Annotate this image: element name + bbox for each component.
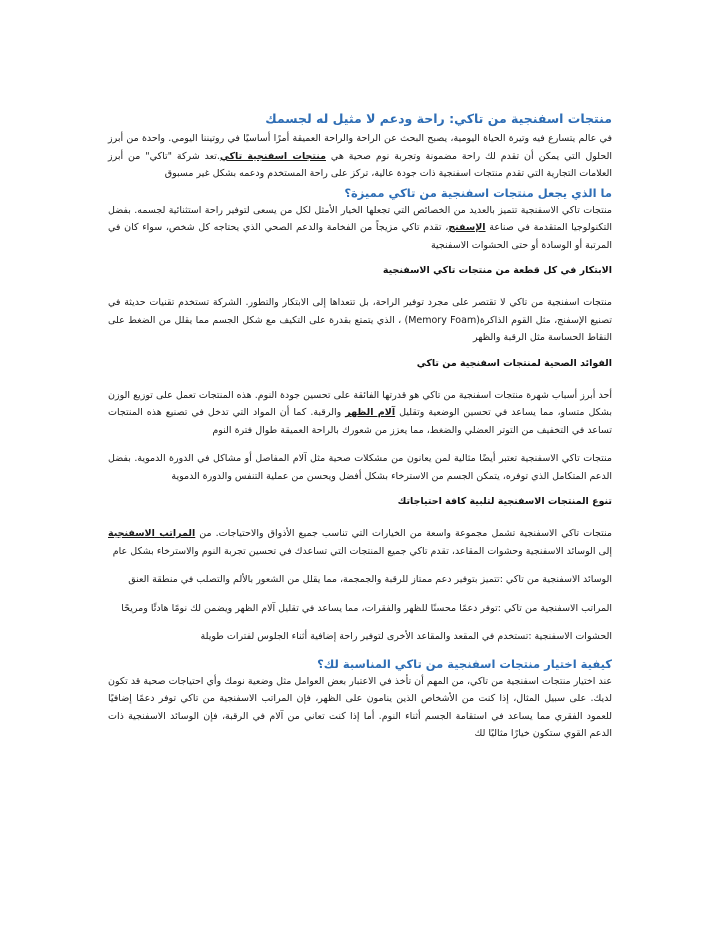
section3-heading: الفوائد الصحية لمنتجات اسفنجية من تاكي: [416, 357, 612, 369]
page-title: منتجات اسفنجية من تاكي: راحة ودعم لا مثيل له لجسمك: [265, 111, 612, 126]
section4-link[interactable]: المراتب الاسفنجية: [108, 528, 196, 539]
section1-text-start: منتجات تاكي الاسفنجية تتميز بالعديد من الخصائص التي تجعلها الخيار الأمثل لكل من يسعى لتوفير راحة استثنائية لجسمه. بفضل التكنولوجيا المتقدمة في صناعة: [108, 204, 613, 233]
section4-heading: تنوع المنتجات الاسفنجية لتلبية كافة احتياجاتك: [397, 496, 612, 507]
list-item-mattresses: المراتب الاسفنجية من تاكي :توفر دعمًا محسنًا للظهر والفقرات، مما يساعد في تقليل آلام الظهر ويضمن لك نومًا هادئًا ومريحًا: [121, 602, 612, 614]
section1-text-end: ، تقدم تاكي مزيجاً من الفخامة والدعم الصحي الذي يحتاجه كل شخص، سواء كان في المرتبة أو الوسادة أو حتى الحشوات الاسفنجية: [108, 222, 612, 251]
intro-text-end: .تعد شركة "تاكي" من أبرز العلامات التجارية التي تقدم منتجات اسفنجية ذات جودة عالية، تركز على راحة المستخدم ودعمه بشكل غير مسبوق: [108, 150, 612, 179]
section2-heading: الابتكار في كل قطعة من منتجات تاكي الاسفنجية: [382, 265, 612, 276]
list-item-pillows: الوسائد الاسفنجية من تاكي :تتميز بتوفير دعم ممتاز للرقبة والجمجمة، مما يقلل من الشعور بالألم والتصلب في منطقة العنق: [128, 574, 612, 585]
section3-link[interactable]: آلام الظهر: [345, 407, 396, 418]
section5-heading: كيفية اختيار منتجات اسفنجية من تاكي المناسبة لك؟: [317, 656, 612, 671]
intro-link[interactable]: منتجات اسفنجية تاكي: [219, 150, 326, 162]
section1-heading: ما الذي يجعل منتجات اسفنجية من تاكي مميزة؟: [344, 185, 612, 200]
section1-link[interactable]: الإسفنج: [448, 222, 486, 233]
section1-paragraph: [108, 202, 612, 255]
section4-text-start: منتجات تاكي الاسفنجية تشمل مجموعة واسعة من الخيارات التي تناسب جميع الأذواق والاحتياجات. من: [195, 528, 612, 539]
list-item-padding: الحشوات الاسفنجية :تستخدم في المقعد والمقاعد الأخرى لتوفير راحة إضافية أثناء الجلوس لفترات طويلة: [200, 631, 612, 642]
section3-text-end: والرقبة. كما أن المواد التي تدخل في تصنيع هذه المنتجات تساعد في التخفيف من التوتر العضلي والضغط، مما يعزز من شعورك بالراحة العميقة طوال فترة النوم: [108, 407, 612, 436]
section5-paragraph: عند اختيار منتجات اسفنجية من تاكي، من المهم أن تأخذ في الاعتبار بعض العوامل مثل وضعية نومك وأي احتياجات صحية قد تكون لديك. على سبيل المثال، إذا كنت من الأشخاص الذين ينامون على الظهر، فإن المراتب الاسفنجية من تاكي توفر دعمًا إضافيًا للعمود الفقري مما يساعد في استقامة الجسم أثناء النوم. أما إذا كنت تعاني من آلام في الرقبة، فإن الوسائد الاسفنجية ذات الدعم القوي ستكون خيارًا مثاليًا لك: [108, 675, 612, 739]
section2-paragraph: منتجات اسفنجية من تاكي لا تقتصر على مجرد توفير الراحة، بل تتعداها إلى الابتكار والتطور. الشركة تستخدم تقنيات حديثة في تصنيع الإسفنج، مثل القوم الذاكرة(Memory Foam) ، الذي يتمتع بقدرة على التكيف مع شكل الجسم مما يقلل من الضغط على النقاط الحساسة مثل الرقبة والظهر: [108, 297, 613, 343]
section3-paragraph-2: منتجات تاكي الاسفنجية تعتبر أيضًا مثالية لمن يعانون من مشكلات صحية مثل آلام المفاصل أو مشاكل في الدورة الدموية. بفضل الدعم المتكامل الذي توفره، يتمكن الجسم من الاسترخاء بشكل أفضل ويحسن من عملية التنفس والدورة الدموية: [108, 453, 612, 482]
intro-paragraph: [108, 130, 612, 183]
section4-paragraph: [108, 525, 612, 560]
section3-text-start: أحد أبرز أسباب شهرة منتجات اسفنجية من تاكي هو قدرتها الفائقة على تحسين جودة النوم. هذه المنتجات تعمل على توزيع الوزن بشكل متساو، مما يساعد في تحسين الوضعية وتقليل: [108, 389, 613, 418]
intro-text-start: في عالم يتسارع فيه وتيرة الحياة اليومية، يصبح البحث عن الراحة والراحة العميقة أمرًا أساسيًا في روتيننا اليومي. واحدة من أبرز الحلول التي يمكن أن تقدم لك راحة مضمونة وتجربة نوم صحية هي: [108, 133, 612, 162]
document-page: [108, 110, 612, 743]
section3-paragraph-1: [108, 387, 612, 440]
section4-text-end: إلى الوسائد الاسفنجية وحشوات المقاعد، تقدم تاكي جميع المنتجات التي تساعدك في تحسين تجربة النوم والاسترخاء بشكل عام: [112, 545, 612, 557]
